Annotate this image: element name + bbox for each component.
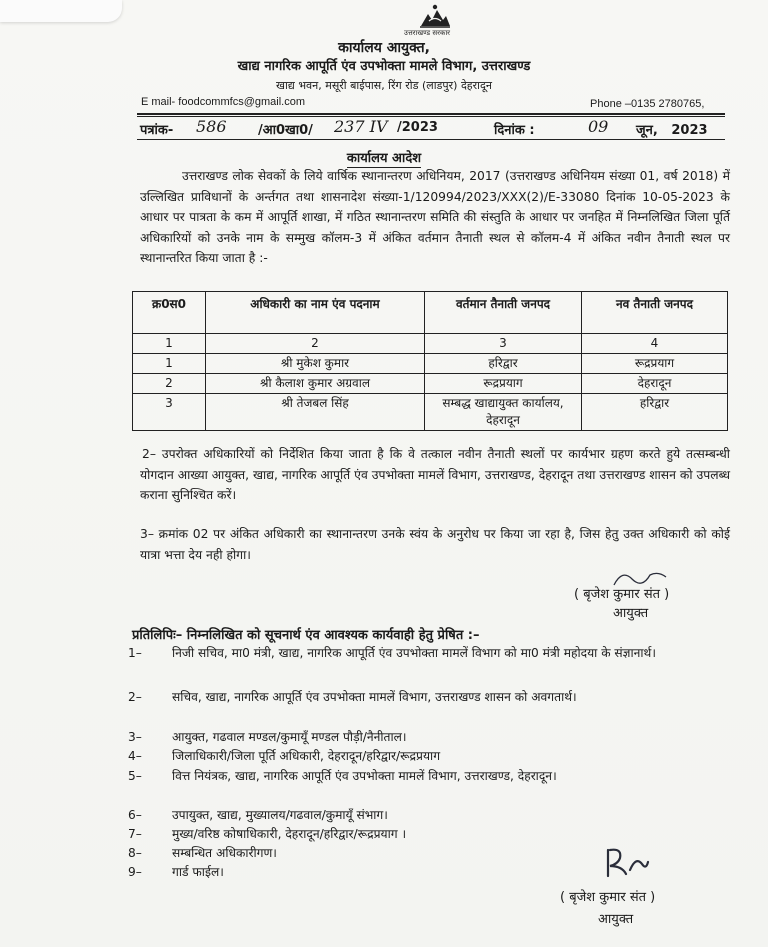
table-cell: सम्बद्ध खाद्यायुक्त कार्यालय, देहरादून	[425, 394, 582, 431]
file-number: 237 IV	[334, 117, 388, 136]
list-item-number: 4–	[128, 749, 142, 763]
letter-number: 586	[196, 117, 227, 136]
column-header-officer: अधिकारी का नाम एंव पदनाम	[206, 292, 425, 334]
office-address: खाद्य भवन, मसूरी बाईपास, रिंग रोड (लाडपुर) देहरादून	[276, 79, 492, 92]
order-title	[0, 148, 768, 166]
list-item-text: उपायुक्त, खाद्य, मुख्यालय/गढवाल/कुमायूँ संभाग।	[172, 808, 388, 822]
copy-signatory-designation: आयुक्त	[598, 912, 634, 927]
phone-number: Phone –0135 2780765,	[590, 98, 705, 110]
list-item-number: 3–	[128, 730, 142, 744]
signatory-name: ( बृजेश कुमार संत )	[574, 587, 670, 602]
column-number: 1	[133, 334, 206, 354]
date-day: 09	[588, 117, 609, 136]
order-paragraph-3: 3– क्रमांक 02 पर अंकित अधिकारी का स्थानान्तरण उनके स्वंय के अनुरोध पर किया जा रहा है, जिस हेतु उक्त अधिकारी को कोई यात्रा भत्ता देय नही होगा।	[140, 527, 730, 562]
transfer-table	[132, 291, 728, 431]
list-item-text: निजी सचिव, मा0 मंत्री, खाद्य, नागरिक आपूर्ति एंव उपभोक्ता मामलें विभाग को मा0 मंत्री महोदया के संज्ञानार्थ।	[172, 646, 656, 660]
list-item-text: आयुक्त, गढवाल मण्डल/कुमायूँ मण्डल पौड़ी/नैनीताल।	[172, 730, 407, 744]
scan-corner-strip	[0, 0, 122, 22]
table-row	[133, 374, 728, 394]
copy-signatory-name: ( बृजेश कुमार संत )	[560, 890, 656, 905]
table-column-number-row	[133, 334, 728, 354]
list-item-number: 9–	[128, 865, 142, 879]
state-emblem-icon	[418, 2, 452, 30]
header-rule-top	[137, 113, 725, 115]
list-item-text: सम्बन्धित अधिकारीगण।	[172, 846, 277, 860]
table-cell: श्री कैलाश कुमार अग्रवाल	[206, 374, 425, 394]
letter-number-mid: /आ0खा0/	[258, 123, 313, 138]
table-cell: रूद्रप्रयाग	[425, 374, 582, 394]
list-item-text: गार्ड फाईल।	[172, 865, 224, 879]
table-row	[133, 394, 728, 431]
letter-year: /2023	[397, 120, 438, 135]
table-cell: रूद्रप्रयाग	[582, 354, 728, 374]
date-label: दिनांक :	[494, 123, 535, 138]
list-item-text: जिलाधिकारी/जिला पूर्ति अधिकारी, देहरादून/हरिद्वार/रूद्रप्रयाग	[172, 749, 441, 763]
email-address: E mail- foodcommfcs@gmail.com	[141, 96, 305, 108]
list-item-text: वित्त नियंत्रक, खाद्य, नागरिक आपूर्ति एंव उपभोक्ता मामलें विभाग, उत्तराखण्ड, देहरादून।	[172, 769, 557, 783]
table-cell: 2	[133, 374, 206, 394]
office-title: कार्यालय आयुक्त,	[338, 40, 430, 56]
order-title-text: कार्यालय आदेश	[346, 151, 422, 166]
table-cell: श्री मुकेश कुमार	[206, 354, 425, 374]
ref-rule	[137, 139, 725, 140]
department-name: खाद्य नागरिक आपूर्ति एंव उपभोक्ता मामले विभाग, उत्तराखण्ड	[237, 59, 531, 74]
table-header-row	[133, 292, 728, 334]
column-header-serial: क्र0स0	[133, 292, 206, 334]
list-item-number: 2–	[128, 690, 142, 704]
list-item-text: सचिव, खाद्य, नागरिक आपूर्ति एंव उपभोक्ता मामलें विभाग, उत्तराखण्ड शासन को अवगतार्थ।	[172, 690, 577, 704]
letter-number-label: पत्रांक-	[140, 123, 174, 138]
column-number: 3	[425, 334, 582, 354]
list-item-number: 8–	[128, 846, 142, 860]
list-item-number: 7–	[128, 827, 142, 841]
table-cell: श्री तेजबल सिंह	[206, 394, 425, 431]
table-cell: 3	[133, 394, 206, 431]
column-number: 4	[582, 334, 728, 354]
column-number: 2	[206, 334, 425, 354]
table-cell: हरिद्वार	[582, 394, 728, 431]
list-item-number: 5–	[128, 769, 142, 783]
table-cell: हरिद्वार	[425, 354, 582, 374]
date-month-year: जून, 2023	[636, 123, 708, 138]
copy-to-heading: प्रतिलिपिः– निम्नलिखित को सूचनार्थ एंव आवश्यक कार्यवाही हेतु प्रेषित :–	[132, 628, 480, 643]
table-cell: 1	[133, 354, 206, 374]
column-header-new-posting: नव तैनाती जनपद	[582, 292, 728, 334]
order-paragraph-2: 2– उपरोक्त अधिकारियों को निर्देशित किया जाता है कि वे तत्काल नवीन तैनाती स्थलों पर कार्यभार ग्रहण करते हुये तत्सम्बन्धी योगदान आख्या आयुक्त, खाद्य, नागरिक आपूर्ति एंव उपभोक्ता मामलें विभाग, उत्तराखण्ड, देहरादून तथा उत्तराखण्ड शासन को उपलब्ध कराना सुनिश्चित करें।	[140, 447, 730, 502]
signatory-designation: आयुक्त	[613, 606, 649, 621]
order-paragraph-1: उत्तराखण्ड लोक सेवकों के लिये वार्षिक स्थानान्तरण अधिनियम, 2017 (उत्तराखण्ड अधिनियम संख्या 01, वर्ष 2018) में उल्लिखित प्राविधानों के अर्न्तगत तथा शासनादेश संख्या-1/120994/2023/XXX(2)/E-33080 दिनांक 10-05-2023 के आधार पर पात्रता के कम में आपूर्ति शाखा, में गठित स्थानान्तरण समिति की संस्तुति के आधार पर जनहित में निम्नलिखित जिला पूर्ति अधिकारियों को उनके नाम के सम्मुख कॉलम-3 में अंकित वर्तमान तैनाती स्थल से कॉलम-4 में अंकित नवीन तैनाती स्थल पर स्थानान्तरित किया जाता है :-	[140, 169, 731, 265]
table-row	[133, 354, 728, 374]
table-cell: देहरादून	[582, 374, 728, 394]
column-header-current-posting: वर्तमान तैनाती जनपद	[425, 292, 582, 334]
gov-name: उत्तराखण्ड सरकार	[404, 29, 451, 37]
list-item-number: 6–	[128, 808, 142, 822]
list-item-number: 1–	[128, 646, 142, 660]
handwritten-signature-icon	[602, 846, 650, 882]
list-item-text: मुख्य/वरिष्ठ कोषाधिकारी, देहरादून/हरिद्वार/रूद्रप्रयाग ।	[172, 827, 407, 841]
